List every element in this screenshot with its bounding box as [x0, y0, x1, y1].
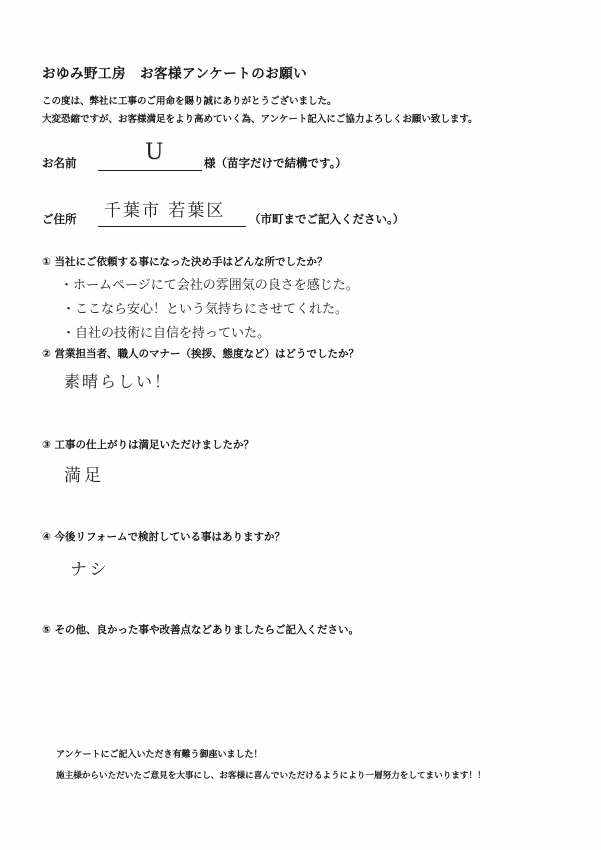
question-2-answer: 素晴らしい！ [64, 372, 173, 391]
address-suffix: （市町までご記入ください。） [249, 212, 405, 226]
address-value: 千葉市 若葉区 [104, 201, 226, 221]
question-1-answer-1: ・ホームページにて会社の雰囲気の良さを感じた。 [60, 278, 359, 293]
question-3-answer: 満足 [64, 466, 104, 486]
name-label: お名前 [42, 156, 77, 170]
question-2-text: 営業担当者、職人のマナー（挨拶、態度など）はどうでしたか？ [54, 348, 360, 360]
address-underline [98, 226, 246, 227]
question-1-number: ① [42, 256, 51, 268]
name-suffix: 様（苗字だけで結構です。） [204, 156, 347, 170]
question-1-answer-2: ・ここなら安心！という気持ちにさせてくれた。 [62, 302, 349, 317]
question-3-number: ③ [42, 439, 51, 451]
address-label: ご住所 [42, 212, 77, 226]
question-2-number: ② [42, 348, 51, 360]
question-4-answer: ナシ [70, 560, 110, 580]
question-3 [42, 437, 254, 452]
name-underline [98, 170, 202, 171]
question-5-text: その他、良かった事や改善点などありましたらご記入ください。 [54, 624, 360, 636]
question-1-answer-3: ・自社の技術に自信を持っていた。 [62, 326, 271, 341]
question-1-text: 当社にご依頼する事になった決め手はどんな所でしたか？ [54, 256, 328, 268]
question-3-text: 工事の仕上がりは満足いただけましたか？ [54, 439, 255, 451]
question-5 [42, 622, 359, 637]
form-title: おゆみ野工房 お客様アンケートのお願い [42, 66, 308, 82]
question-1 [42, 254, 328, 269]
footer-thanks: アンケートにご記入いただき有難う御座いました！ [56, 750, 263, 760]
intro-line-2: 大変恐縮ですが、お客様満足をより高めていく為、アンケート記入にご協力よろしくお願い致します。 [42, 114, 478, 125]
footer-message: 施主様からいただいたご意見を大事にし、お客様に喜んでいただけるようにより一層努力をしてまいります！！ [56, 771, 486, 781]
name-value: U [145, 140, 164, 165]
question-5-number: ⑤ [42, 624, 51, 636]
intro-line-1: この度は、弊社に工事のご用命を賜り誠にありがとうございました。 [42, 96, 337, 107]
question-4-text: 今後リフォームで検討している事はありますか？ [54, 531, 286, 543]
question-2 [42, 346, 359, 361]
question-4 [42, 529, 285, 544]
question-4-number: ④ [42, 531, 51, 543]
